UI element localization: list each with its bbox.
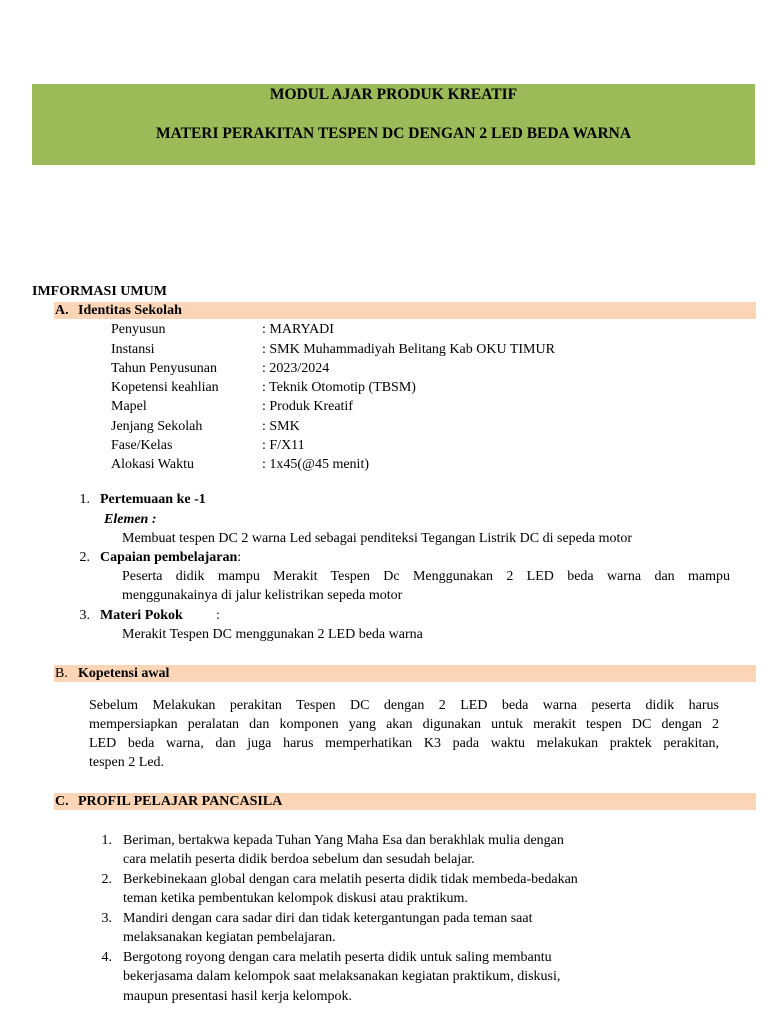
section-b-paragraph [89, 696, 719, 772]
item-text: Merakit Tespen DC menggunakan 2 LED beda warna [122, 627, 423, 642]
document-subtitle: MATERI PERAKITAN TESPEN DC DENGAN 2 LED BEDA WARNA [155, 125, 632, 142]
list-number: 2. [79, 550, 90, 565]
identity-key: Fase/Kelas [111, 438, 173, 453]
item-title-suffix: : [237, 550, 242, 565]
identity-key: Alokasi Waktu [111, 457, 194, 472]
identity-key: Tahun Penyusunan [111, 361, 217, 376]
list-number: 2. [101, 872, 112, 887]
item-paragraph [122, 567, 730, 605]
item-title: Materi Pokok [100, 608, 183, 623]
identity-key: Jenjang Sekolah [111, 419, 203, 434]
list-item-text: maupun presentasi hasil kerja kelompok. [123, 989, 352, 1004]
identity-value: : SMK [262, 419, 300, 434]
paragraph-line: mempersiapkan peralatan dan komponen yang akan digunakan untuk merakit tespen DC dengan 2 [89, 717, 719, 732]
item-text: Membuat tespen DC 2 warna Led sebagai penditeksi Tegangan Listrik DC di sepeda motor [122, 531, 633, 546]
document-title: MODUL AJAR PRODUK KREATIF [269, 86, 518, 103]
list-item-text: Berkebinekaan global dengan cara melatih peserta didik tidak membeda-bedakan [123, 872, 578, 887]
list-item-text: melaksanakan kegiatan pembelajaran. [123, 930, 336, 945]
identity-value: : 1x45(@45 menit) [262, 457, 369, 472]
list-item-text: Mandiri dengan cara sadar diri dan tidak ketergantungan pada teman saat [123, 911, 533, 926]
identity-value: : 2023/2024 [262, 361, 330, 376]
item-title: Pertemuaan ke -1 [100, 492, 206, 507]
list-number: 4. [101, 950, 112, 965]
section-a-marker: A. [55, 303, 69, 318]
list-item-text: Bergotong royong dengan cara melatih peserta didik untuk saling membantu [123, 950, 552, 965]
list-item-text: Beriman, bertakwa kepada Tuhan Yang Maha Esa dan berakhlak mulia dengan [123, 833, 564, 848]
identity-key: Instansi [111, 342, 155, 357]
list-item-text: teman ketika pembentukan kelompok diskusi atau praktikum. [123, 891, 468, 906]
list-item-text: cara melatih peserta didik berdoa sebelum dan sesudah belajar. [123, 852, 475, 867]
section-c-title: PROFIL PELAJAR PANCASILA [78, 794, 283, 809]
list-number: 1. [101, 833, 112, 848]
identity-key: Mapel [111, 399, 147, 414]
item-text: menggunakainya di jalur kelistrikan sepeda motor [122, 588, 403, 603]
identity-value: : Produk Kreatif [262, 399, 353, 414]
identity-key: Kopetensi keahlian [111, 380, 219, 395]
item-title: Capaian pembelajaran [100, 550, 238, 565]
title-banner [32, 84, 755, 165]
section-a-title: Identitas Sekolah [78, 303, 182, 318]
paragraph-line: Sebelum Melakukan perakitan Tespen DC dengan 2 LED beda warna peserta didik harus [89, 698, 719, 713]
item-title-suffix: : [216, 608, 220, 623]
list-item-text: bekerjasama dalam kelompok saat melaksanakan kegiatan praktikum, diskusi, [123, 969, 561, 984]
section-heading-info: IMFORMASI UMUM [32, 284, 167, 299]
identity-value: : F/X11 [262, 438, 305, 453]
item-sub-label: Elemen : [104, 512, 157, 527]
paragraph-line: tespen 2 Led. [89, 755, 165, 770]
section-b-marker: B. [55, 666, 68, 681]
identity-key: Penyusun [111, 322, 166, 337]
identity-value: : Teknik Otomotip (TBSM) [262, 380, 416, 395]
section-c-marker: C. [55, 794, 69, 809]
list-number: 3. [101, 911, 112, 926]
section-b-title: Kopetensi awal [78, 666, 170, 681]
item-title-line [100, 548, 241, 567]
item-text: Peserta didik mampu Merakit Tespen Dc Menggunakan 2 LED beda warna dan mampu [122, 569, 730, 584]
identity-value: : SMK Muhammadiyah Belitang Kab OKU TIMUR [262, 342, 555, 357]
paragraph-line: LED beda warna, dan juga harus memperhatikan K3 pada waktu melakukan praktek perakitan, [89, 736, 719, 751]
list-number: 3. [79, 608, 90, 623]
list-number: 1. [79, 492, 90, 507]
identity-value: : MARYADI [262, 322, 334, 337]
